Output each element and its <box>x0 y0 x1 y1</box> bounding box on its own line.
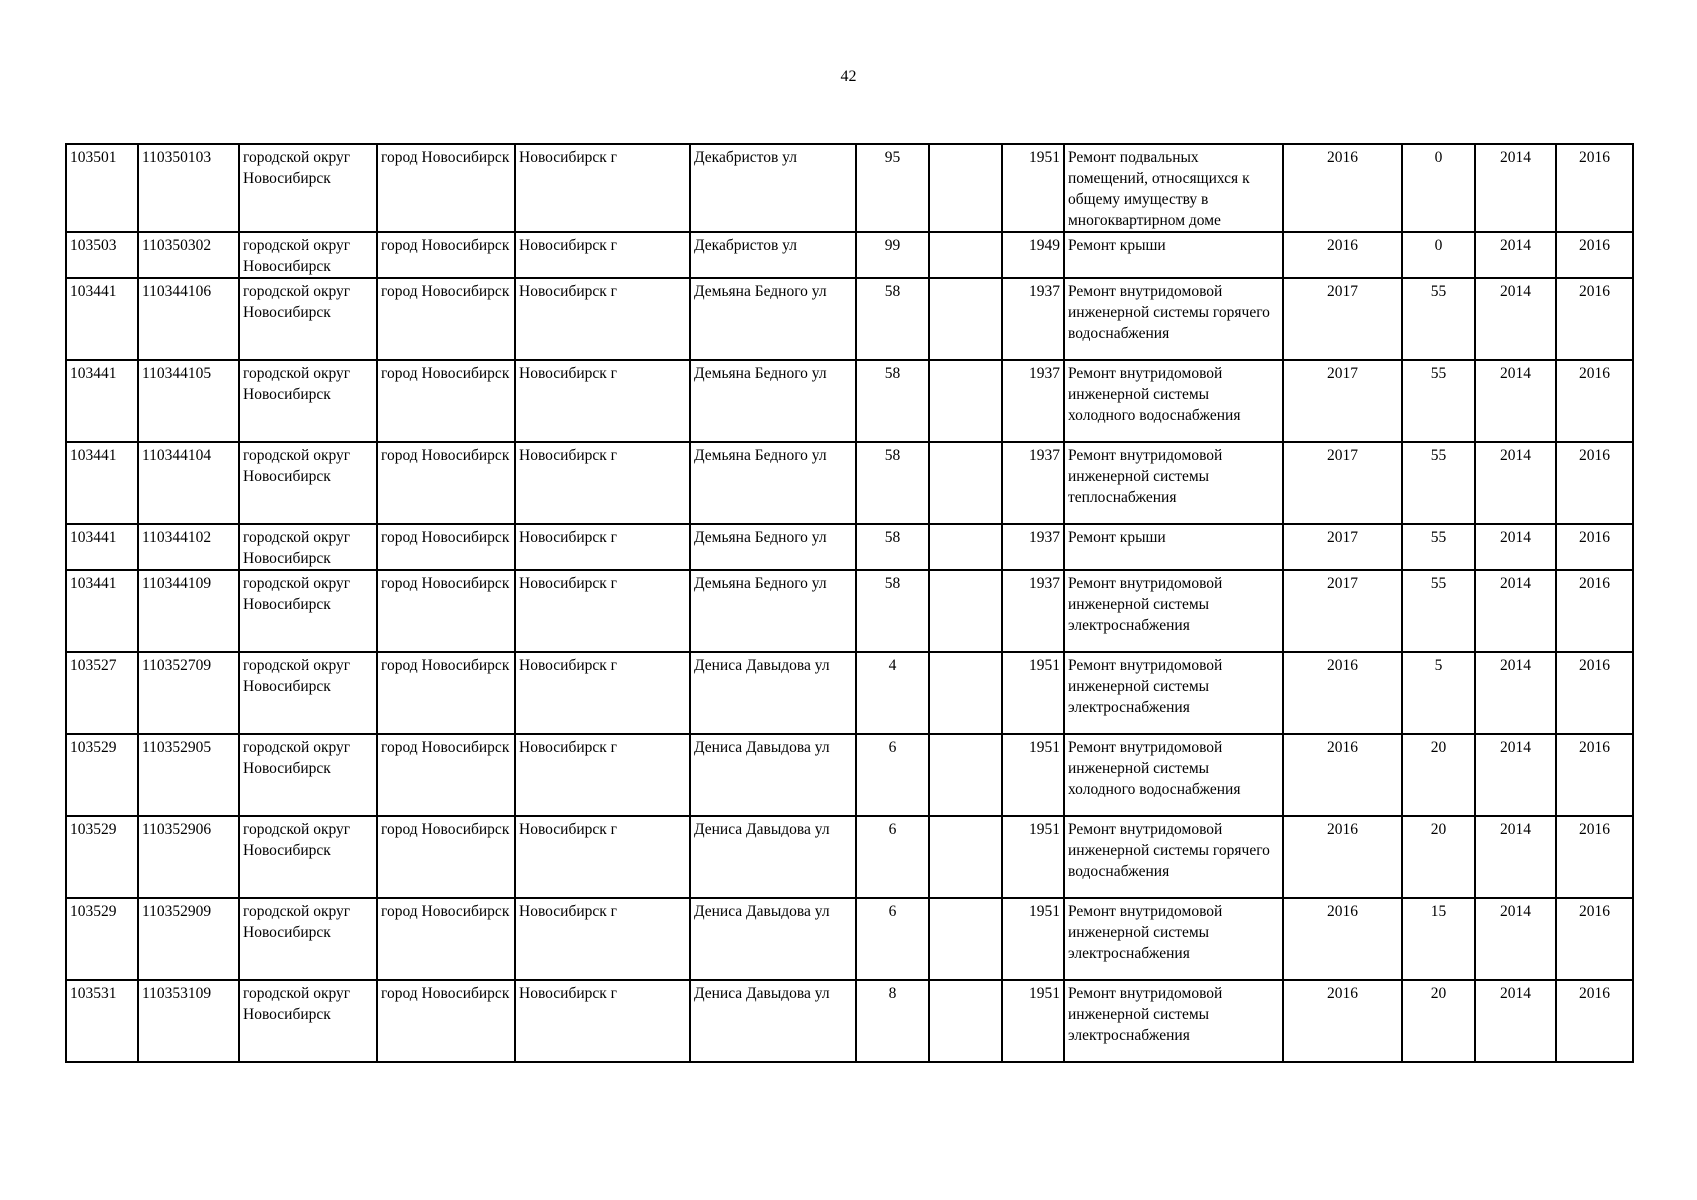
cell-year-built: 1937 <box>1002 442 1064 524</box>
table-row <box>66 360 1633 442</box>
table-body <box>66 144 1633 1062</box>
cell-settlement: город Новосибирск <box>377 734 515 816</box>
cell-street: Демьяна Бедного ул <box>690 360 856 442</box>
cell-street: Дениса Давыдова ул <box>690 816 856 898</box>
table-row <box>66 816 1633 898</box>
cell-id: 103531 <box>66 980 138 1062</box>
cell-building <box>929 816 1002 898</box>
table-row <box>66 652 1633 734</box>
cell-street: Дениса Давыдова ул <box>690 898 856 980</box>
cell-settlement: город Новосибирск <box>377 360 515 442</box>
cell-city: Новосибирск г <box>515 734 690 816</box>
cell-work-type: Ремонт внутридомовой инженерной системы электроснабжения <box>1064 898 1283 980</box>
cell-id: 103441 <box>66 442 138 524</box>
cell-work-type: Ремонт внутридомовой инженерной системы электроснабжения <box>1064 652 1283 734</box>
cell-end-year: 2016 <box>1556 232 1633 278</box>
cell-district: городской округ Новосибирск <box>239 570 377 652</box>
cell-city: Новосибирск г <box>515 278 690 360</box>
cell-work-type: Ремонт внутридомовой инженерной системы холодного водоснабжения <box>1064 360 1283 442</box>
cell-id: 103441 <box>66 360 138 442</box>
cell-city: Новосибирск г <box>515 144 690 232</box>
cell-plan-year: 2016 <box>1283 144 1402 232</box>
cell-building <box>929 144 1002 232</box>
cell-start-year: 2014 <box>1475 278 1556 360</box>
cell-year-built: 1951 <box>1002 652 1064 734</box>
cell-house: 58 <box>856 524 929 570</box>
cell-id: 103529 <box>66 816 138 898</box>
cell-value: 5 <box>1402 652 1475 734</box>
cell-district: городской округ Новосибирск <box>239 980 377 1062</box>
cell-code: 110344102 <box>138 524 239 570</box>
cell-work-type: Ремонт внутридомовой инженерной системы холодного водоснабжения <box>1064 734 1283 816</box>
cell-code: 110344104 <box>138 442 239 524</box>
cell-code: 110350302 <box>138 232 239 278</box>
cell-value: 55 <box>1402 360 1475 442</box>
cell-plan-year: 2017 <box>1283 570 1402 652</box>
table-row <box>66 442 1633 524</box>
cell-house: 6 <box>856 734 929 816</box>
cell-settlement: город Новосибирск <box>377 442 515 524</box>
cell-start-year: 2014 <box>1475 360 1556 442</box>
cell-end-year: 2016 <box>1556 360 1633 442</box>
repair-registry-table <box>65 143 1634 1063</box>
cell-value: 15 <box>1402 898 1475 980</box>
cell-building <box>929 524 1002 570</box>
cell-district: городской округ Новосибирск <box>239 816 377 898</box>
table-row <box>66 524 1633 570</box>
cell-city: Новосибирск г <box>515 816 690 898</box>
cell-city: Новосибирск г <box>515 652 690 734</box>
cell-district: городской округ Новосибирск <box>239 442 377 524</box>
cell-plan-year: 2016 <box>1283 898 1402 980</box>
cell-building <box>929 442 1002 524</box>
cell-city: Новосибирск г <box>515 524 690 570</box>
cell-plan-year: 2017 <box>1283 278 1402 360</box>
cell-work-type: Ремонт внутридомовой инженерной системы электроснабжения <box>1064 980 1283 1062</box>
cell-plan-year: 2016 <box>1283 980 1402 1062</box>
cell-code: 110352906 <box>138 816 239 898</box>
cell-street: Дениса Давыдова ул <box>690 734 856 816</box>
cell-work-type: Ремонт внутридомовой инженерной системы электроснабжения <box>1064 570 1283 652</box>
table-row <box>66 898 1633 980</box>
cell-city: Новосибирск г <box>515 442 690 524</box>
cell-work-type: Ремонт внутридомовой инженерной системы горячего водоснабжения <box>1064 816 1283 898</box>
cell-settlement: город Новосибирск <box>377 816 515 898</box>
cell-street: Дениса Давыдова ул <box>690 980 856 1062</box>
cell-settlement: город Новосибирск <box>377 232 515 278</box>
cell-plan-year: 2016 <box>1283 232 1402 278</box>
cell-settlement: город Новосибирск <box>377 278 515 360</box>
cell-start-year: 2014 <box>1475 144 1556 232</box>
cell-value: 20 <box>1402 734 1475 816</box>
cell-end-year: 2016 <box>1556 980 1633 1062</box>
cell-building <box>929 734 1002 816</box>
cell-work-type: Ремонт внутридомовой инженерной системы горячего водоснабжения <box>1064 278 1283 360</box>
cell-id: 103529 <box>66 734 138 816</box>
cell-settlement: город Новосибирск <box>377 980 515 1062</box>
cell-id: 103501 <box>66 144 138 232</box>
cell-street: Декабристов ул <box>690 232 856 278</box>
cell-start-year: 2014 <box>1475 898 1556 980</box>
cell-district: городской округ Новосибирск <box>239 898 377 980</box>
cell-value: 55 <box>1402 524 1475 570</box>
cell-plan-year: 2017 <box>1283 524 1402 570</box>
cell-district: городской округ Новосибирск <box>239 144 377 232</box>
cell-house: 58 <box>856 278 929 360</box>
cell-settlement: город Новосибирск <box>377 652 515 734</box>
cell-settlement: город Новосибирск <box>377 570 515 652</box>
cell-house: 4 <box>856 652 929 734</box>
cell-start-year: 2014 <box>1475 734 1556 816</box>
cell-start-year: 2014 <box>1475 652 1556 734</box>
cell-street: Дениса Давыдова ул <box>690 652 856 734</box>
cell-building <box>929 898 1002 980</box>
cell-building <box>929 232 1002 278</box>
cell-street: Декабристов ул <box>690 144 856 232</box>
cell-year-built: 1951 <box>1002 816 1064 898</box>
cell-year-built: 1949 <box>1002 232 1064 278</box>
cell-id: 103441 <box>66 278 138 360</box>
cell-code: 110352909 <box>138 898 239 980</box>
table-row <box>66 734 1633 816</box>
cell-building <box>929 980 1002 1062</box>
cell-city: Новосибирск г <box>515 898 690 980</box>
cell-year-built: 1951 <box>1002 144 1064 232</box>
cell-plan-year: 2016 <box>1283 652 1402 734</box>
table-row <box>66 144 1633 232</box>
cell-work-type: Ремонт крыши <box>1064 524 1283 570</box>
cell-district: городской округ Новосибирск <box>239 232 377 278</box>
cell-district: городской округ Новосибирск <box>239 652 377 734</box>
cell-house: 8 <box>856 980 929 1062</box>
cell-plan-year: 2016 <box>1283 734 1402 816</box>
cell-district: городской округ Новосибирск <box>239 734 377 816</box>
cell-city: Новосибирск г <box>515 980 690 1062</box>
cell-plan-year: 2017 <box>1283 442 1402 524</box>
page-number: 42 <box>840 68 857 85</box>
cell-settlement: город Новосибирск <box>377 898 515 980</box>
table-row <box>66 278 1633 360</box>
cell-code: 110344106 <box>138 278 239 360</box>
cell-end-year: 2016 <box>1556 570 1633 652</box>
cell-work-type: Ремонт внутридомовой инженерной системы теплоснабжения <box>1064 442 1283 524</box>
cell-end-year: 2016 <box>1556 442 1633 524</box>
cell-year-built: 1951 <box>1002 898 1064 980</box>
table-row <box>66 232 1633 278</box>
cell-city: Новосибирск г <box>515 232 690 278</box>
cell-id: 103441 <box>66 570 138 652</box>
cell-code: 110344105 <box>138 360 239 442</box>
cell-end-year: 2016 <box>1556 278 1633 360</box>
cell-code: 110352905 <box>138 734 239 816</box>
cell-street: Демьяна Бедного ул <box>690 278 856 360</box>
cell-value: 55 <box>1402 278 1475 360</box>
cell-value: 0 <box>1402 232 1475 278</box>
cell-end-year: 2016 <box>1556 734 1633 816</box>
cell-end-year: 2016 <box>1556 652 1633 734</box>
cell-district: городской округ Новосибирск <box>239 278 377 360</box>
cell-id: 103529 <box>66 898 138 980</box>
cell-code: 110350103 <box>138 144 239 232</box>
cell-value: 0 <box>1402 144 1475 232</box>
cell-street: Демьяна Бедного ул <box>690 524 856 570</box>
cell-city: Новосибирск г <box>515 360 690 442</box>
cell-plan-year: 2016 <box>1283 816 1402 898</box>
cell-house: 6 <box>856 898 929 980</box>
cell-settlement: город Новосибирск <box>377 144 515 232</box>
cell-house: 99 <box>856 232 929 278</box>
cell-building <box>929 360 1002 442</box>
cell-value: 20 <box>1402 816 1475 898</box>
cell-year-built: 1937 <box>1002 360 1064 442</box>
cell-code: 110353109 <box>138 980 239 1062</box>
cell-id: 103441 <box>66 524 138 570</box>
cell-year-built: 1937 <box>1002 524 1064 570</box>
cell-start-year: 2014 <box>1475 524 1556 570</box>
cell-house: 95 <box>856 144 929 232</box>
cell-building <box>929 278 1002 360</box>
cell-year-built: 1951 <box>1002 734 1064 816</box>
cell-year-built: 1937 <box>1002 278 1064 360</box>
cell-start-year: 2014 <box>1475 442 1556 524</box>
cell-id: 103527 <box>66 652 138 734</box>
cell-start-year: 2014 <box>1475 980 1556 1062</box>
cell-house: 58 <box>856 360 929 442</box>
cell-building <box>929 570 1002 652</box>
cell-district: городской округ Новосибирск <box>239 524 377 570</box>
cell-start-year: 2014 <box>1475 232 1556 278</box>
cell-district: городской округ Новосибирск <box>239 360 377 442</box>
cell-house: 58 <box>856 442 929 524</box>
cell-start-year: 2014 <box>1475 816 1556 898</box>
cell-id: 103503 <box>66 232 138 278</box>
table-row <box>66 570 1633 652</box>
cell-house: 6 <box>856 816 929 898</box>
cell-code: 110352709 <box>138 652 239 734</box>
cell-work-type: Ремонт подвальных помещений, относящихся к общему имуществу в многоквартирном доме <box>1064 144 1283 232</box>
cell-house: 58 <box>856 570 929 652</box>
cell-end-year: 2016 <box>1556 524 1633 570</box>
cell-code: 110344109 <box>138 570 239 652</box>
cell-city: Новосибирск г <box>515 570 690 652</box>
cell-street: Демьяна Бедного ул <box>690 442 856 524</box>
cell-building <box>929 652 1002 734</box>
cell-end-year: 2016 <box>1556 144 1633 232</box>
cell-street: Демьяна Бедного ул <box>690 570 856 652</box>
cell-work-type: Ремонт крыши <box>1064 232 1283 278</box>
cell-plan-year: 2017 <box>1283 360 1402 442</box>
cell-end-year: 2016 <box>1556 898 1633 980</box>
cell-year-built: 1951 <box>1002 980 1064 1062</box>
cell-value: 55 <box>1402 570 1475 652</box>
cell-end-year: 2016 <box>1556 816 1633 898</box>
cell-year-built: 1937 <box>1002 570 1064 652</box>
cell-value: 20 <box>1402 980 1475 1062</box>
cell-settlement: город Новосибирск <box>377 524 515 570</box>
cell-start-year: 2014 <box>1475 570 1556 652</box>
cell-value: 55 <box>1402 442 1475 524</box>
table-row <box>66 980 1633 1062</box>
